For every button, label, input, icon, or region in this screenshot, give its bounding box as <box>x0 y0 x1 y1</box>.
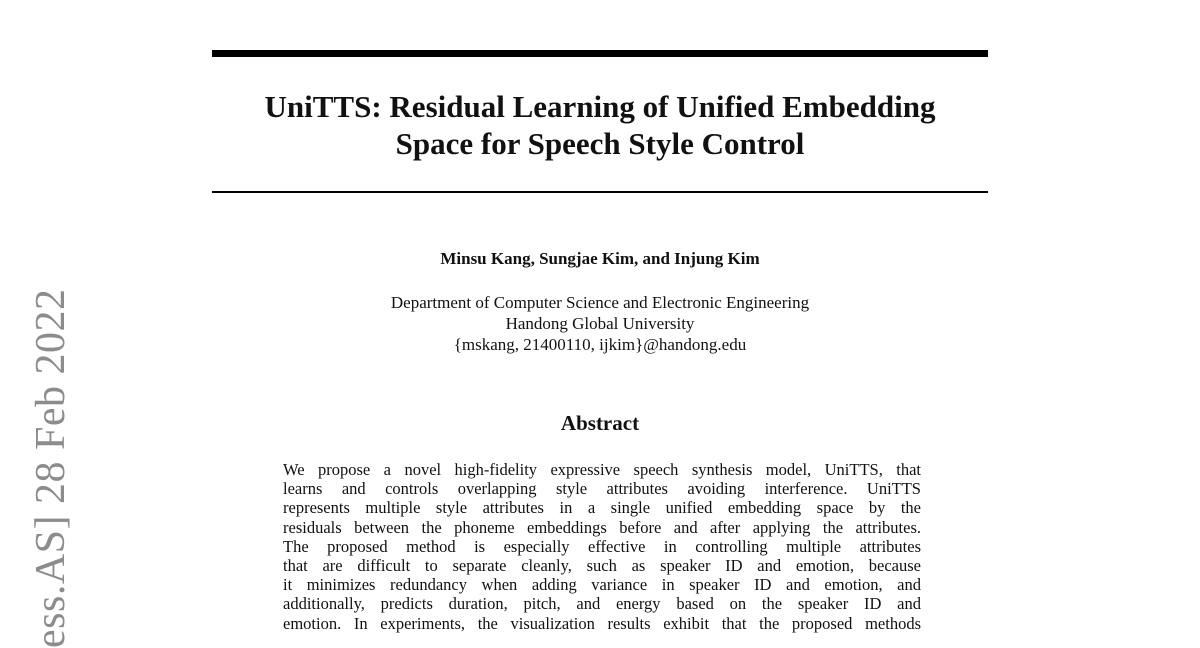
abstract-line: additionally, predicts duration, pitch, and energy based on the speaker ID and <box>283 594 921 614</box>
abstract-line: learns and controls overlapping style attributes avoiding interference. UniTTS <box>283 479 921 499</box>
affiliation-block <box>212 292 988 355</box>
abstract-line: The proposed method is especially effective in controlling multiple attributes <box>283 536 921 556</box>
title-bottom-rule <box>212 191 988 193</box>
author-emails: {mskang, 21400110, ijkim}@handong.edu <box>453 335 747 354</box>
title-top-rule <box>212 50 988 57</box>
arxiv-side-stamp: ess.AS] 28 Feb 2022 <box>28 288 74 648</box>
author-list: Minsu Kang, Sungjae Kim, and Injung Kim <box>440 249 760 268</box>
abstract-line: emotion. In experiments, the visualization results exhibit that the proposed methods <box>283 613 921 633</box>
university: Handong Global University <box>505 314 695 333</box>
abstract-line: residuals between the phoneme embeddings before and after applying the attributes. <box>283 517 921 537</box>
department: Department of Computer Science and Electronic Engineering <box>390 293 810 312</box>
abstract-line: We propose a novel high-fidelity expressive speech synthesis model, UniTTS, that <box>283 460 921 479</box>
paper-title-line: Space for Speech Style Control <box>395 126 805 161</box>
paper-title <box>212 88 988 162</box>
paper-title-line: UniTTS: Residual Learning of Unified Embedding <box>264 89 936 124</box>
abstract-body <box>283 460 921 633</box>
abstract-line: that are difficult to separate cleanly, such as speaker ID and emotion, because <box>283 556 921 576</box>
abstract-line: represents multiple style attributes in a single unified embedding space by the <box>283 498 921 518</box>
abstract-line: it minimizes redundancy when adding variance in speaker ID and emotion, and <box>283 575 921 595</box>
abstract-heading: Abstract <box>560 411 640 435</box>
